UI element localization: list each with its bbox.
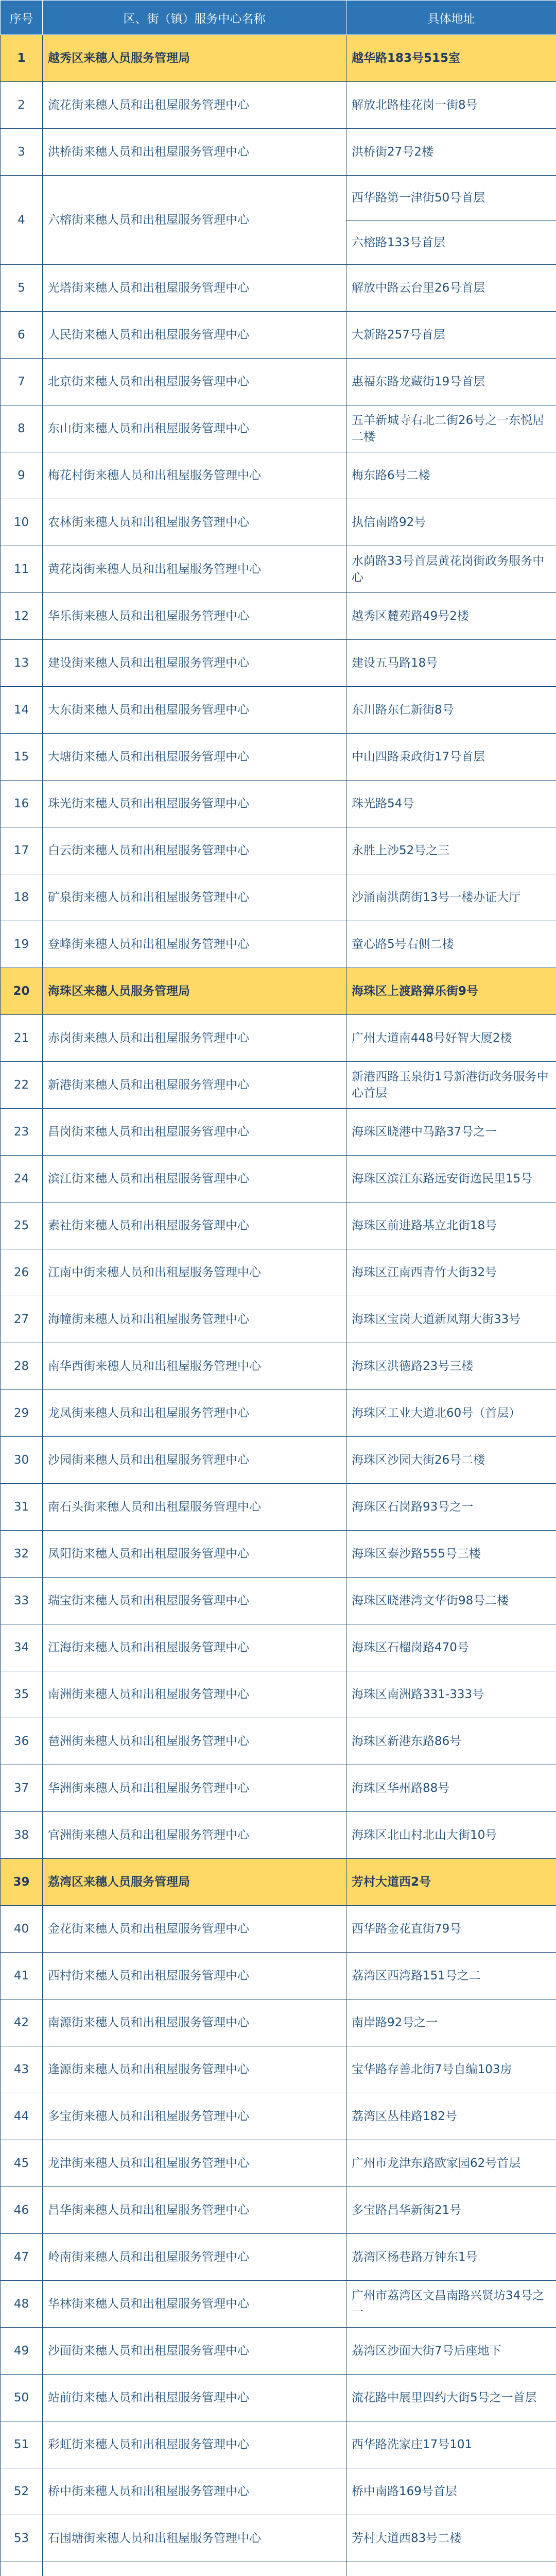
center-address: 海珠区宝岗大道新凤翔大街33号 [346, 1296, 556, 1343]
row-number: 44 [1, 2093, 43, 2140]
center-name: 素社街来穗人员和出租屋服务管理中心 [43, 1202, 346, 1249]
center-name: 江海街来穗人员和出租屋服务管理中心 [43, 1624, 346, 1671]
center-name: 珠光街来穗人员和出租屋服务管理中心 [43, 781, 346, 827]
center-name: 赤岗街来穗人员和出租屋服务管理中心 [43, 1015, 346, 1062]
center-address: 海珠区上渡路獐乐街9号 [346, 968, 556, 1015]
center-name: 建设街来穗人员和出租屋服务管理中心 [43, 640, 346, 687]
center-name: 荔湾区来穗人员服务管理局 [43, 1859, 346, 1906]
table-row [1, 1484, 556, 1531]
center-name: 白云街来穗人员和出租屋服务管理中心 [43, 827, 346, 874]
center-address: 海珠区工业大道北60号（首层） [346, 1390, 556, 1437]
center-name: 越秀区来穗人员服务管理局 [43, 35, 346, 82]
center-address-secondary: 六榕路133号首层 [346, 220, 556, 264]
center-name: 沙园街来穗人员和出租屋服务管理中心 [43, 1437, 346, 1484]
row-number: 16 [1, 781, 43, 827]
center-address: 海珠区滨江东路远安街逸民里15号 [346, 1156, 556, 1202]
table-row [1, 2375, 556, 2421]
center-address: 多宝路昌华新街21号 [346, 2187, 556, 2234]
center-address: 海珠区洪德路23号三楼 [346, 1343, 556, 1390]
center-address: 海珠区前进路基立北街18号 [346, 1202, 556, 1249]
center-name: 登峰街来穗人员和出租屋服务管理中心 [43, 921, 346, 968]
row-number: 43 [1, 2046, 43, 2093]
row-number: 52 [1, 2468, 43, 2515]
table-row [1, 546, 556, 593]
center-name: 华林街来穗人员和出租屋服务管理中心 [43, 2281, 346, 2328]
table-row [1, 1156, 556, 1202]
table-row [1, 2234, 556, 2281]
center-name: 黄花岗街来穗人员和出租屋服务管理中心 [43, 546, 346, 593]
center-name: 海珠区来穗人员服务管理局 [43, 968, 346, 1015]
table-row [1, 1531, 556, 1578]
table-row [1, 640, 556, 687]
table-row [1, 1718, 556, 1765]
table-row [1, 1671, 556, 1718]
table-row [1, 359, 556, 405]
row-number: 12 [1, 593, 43, 640]
center-name: 沙面街来穗人员和出租屋服务管理中心 [43, 2328, 346, 2375]
table-row [1, 1953, 556, 1999]
row-number: 20 [1, 968, 43, 1015]
center-name: 瑞宝街来穗人员和出租屋服务管理中心 [43, 1578, 346, 1624]
row-number: 15 [1, 734, 43, 781]
row-number: 39 [1, 1859, 43, 1906]
row-number: 10 [1, 499, 43, 546]
table-row [1, 2421, 556, 2468]
center-address: 芳村大道西2号 [346, 1859, 556, 1906]
table-row [1, 2468, 556, 2515]
row-number: 26 [1, 1249, 43, 1296]
center-name: 南洲街来穗人员和出租屋服务管理中心 [43, 1671, 346, 1718]
center-address [346, 2562, 556, 2576]
center-name: 官洲街来穗人员和出租屋服务管理中心 [43, 1812, 346, 1859]
center-name: 新港街来穗人员和出租屋服务管理中心 [43, 1062, 346, 1109]
center-address: 建设五马路18号 [346, 640, 556, 687]
table-row [1, 2046, 556, 2093]
center-address: 海珠区晓港湾文华街98号二楼 [346, 1578, 556, 1624]
bureau-row [1, 1859, 556, 1906]
center-address: 海珠区石榴岗路470号 [346, 1624, 556, 1671]
row-number: 45 [1, 2140, 43, 2187]
center-name: 六榕街来穗人员和出租屋服务管理中心 [43, 176, 346, 265]
center-address: 大新路257号首层 [346, 312, 556, 359]
center-address: 广州大道南448号好智大厦2楼 [346, 1015, 556, 1062]
center-address: 芳村大道西83号二楼 [346, 2515, 556, 2562]
row-number: 47 [1, 2234, 43, 2281]
row-number: 49 [1, 2328, 43, 2375]
table-row [1, 2562, 556, 2576]
center-address: 珠光路54号 [346, 781, 556, 827]
header-name: 区、街（镇）服务中心名称 [43, 1, 346, 35]
center-name: 人民街来穗人员和出租屋服务管理中心 [43, 312, 346, 359]
center-name: 彩虹街来穗人员和出租屋服务管理中心 [43, 2421, 346, 2468]
center-name: 海幢街来穗人员和出租屋服务管理中心 [43, 1296, 346, 1343]
row-number: 34 [1, 1624, 43, 1671]
center-address: 梅东路6号二楼 [346, 452, 556, 499]
center-address: 西华路洗家庄17号101 [346, 2421, 556, 2468]
table-row [1, 1202, 556, 1249]
table-row [1, 176, 556, 265]
row-number: 51 [1, 2421, 43, 2468]
center-address: 惠福东路龙藏街19号首层 [346, 359, 556, 405]
center-name: 矿泉街来穗人员和出租屋服务管理中心 [43, 874, 346, 921]
table-row [1, 827, 556, 874]
center-address: 东川路东仁新街8号 [346, 687, 556, 734]
center-name: 北京街来穗人员和出租屋服务管理中心 [43, 359, 346, 405]
table-row [1, 1249, 556, 1296]
table-row [1, 1109, 556, 1156]
table-row [1, 1812, 556, 1859]
center-address: 广州市龙津东路欧家园62号首层 [346, 2140, 556, 2187]
center-name: 南石头街来穗人员和出租屋服务管理中心 [43, 1484, 346, 1531]
row-number: 41 [1, 1953, 43, 1999]
row-number: 6 [1, 312, 43, 359]
header-no: 序号 [1, 1, 43, 35]
center-name: 东山街来穗人员和出租屋服务管理中心 [43, 405, 346, 452]
row-number: 9 [1, 452, 43, 499]
table-row [1, 1999, 556, 2046]
table-row [1, 2187, 556, 2234]
row-number: 29 [1, 1390, 43, 1437]
center-address: 荔湾区沙面大街7号后座地下 [346, 2328, 556, 2375]
center-address: 新港西路玉泉街1号新港街政务服务中心首层 [346, 1062, 556, 1109]
table-row [1, 1624, 556, 1671]
center-name: 昌岗街来穗人员和出租屋服务管理中心 [43, 1109, 346, 1156]
table-row [1, 82, 556, 129]
row-number: 14 [1, 687, 43, 734]
bureau-row [1, 968, 556, 1015]
table-row [1, 1906, 556, 1953]
row-number: 28 [1, 1343, 43, 1390]
table-row [1, 1390, 556, 1437]
row-number: 18 [1, 874, 43, 921]
center-name: 多宝街来穗人员和出租屋服务管理中心 [43, 2093, 346, 2140]
header-address: 具体地址 [346, 1, 556, 35]
center-name: 龙凤街来穗人员和出租屋服务管理中心 [43, 1390, 346, 1437]
center-address: 越秀区麓苑路49号2楼 [346, 593, 556, 640]
row-number: 7 [1, 359, 43, 405]
row-number: 11 [1, 546, 43, 593]
center-address: 南岸路92号之一 [346, 1999, 556, 2046]
center-name [43, 2562, 346, 2576]
center-name: 大塘街来穗人员和出租屋服务管理中心 [43, 734, 346, 781]
table-row [1, 593, 556, 640]
center-address: 五羊新城寺右北二街26号之一东悦居二楼 [346, 405, 556, 452]
center-address: 海珠区江南西青竹大街32号 [346, 1249, 556, 1296]
row-number: 30 [1, 1437, 43, 1484]
center-name: 梅花村街来穗人员和出租屋服务管理中心 [43, 452, 346, 499]
center-address: 沙涌南洪荫街13号一楼办证大厅 [346, 874, 556, 921]
table-row [1, 1015, 556, 1062]
table-row [1, 499, 556, 546]
table-row [1, 312, 556, 359]
center-name: 岭南街来穗人员和出租屋服务管理中心 [43, 2234, 346, 2281]
row-number: 50 [1, 2375, 43, 2421]
center-name: 桥中街来穗人员和出租屋服务管理中心 [43, 2468, 346, 2515]
row-number: 46 [1, 2187, 43, 2234]
center-name: 洪桥街来穗人员和出租屋服务管理中心 [43, 129, 346, 176]
center-address: 海珠区晓港中马路37号之一 [346, 1109, 556, 1156]
center-address: 宝华路存善北街7号自编103房 [346, 2046, 556, 2093]
table-row [1, 2281, 556, 2328]
center-address: 荔湾区西湾路151号之二 [346, 1953, 556, 1999]
row-number: 4 [1, 176, 43, 265]
row-number: 31 [1, 1484, 43, 1531]
center-address: 童心路5号右侧二楼 [346, 921, 556, 968]
row-number: 13 [1, 640, 43, 687]
center-address: 海珠区石岗路93号之一 [346, 1484, 556, 1531]
center-address: 西华路金花直街79号 [346, 1906, 556, 1953]
row-number: 42 [1, 1999, 43, 2046]
center-address: 海珠区沙园大街26号二楼 [346, 1437, 556, 1484]
center-name: 南源街来穗人员和出租屋服务管理中心 [43, 1999, 346, 2046]
table-row [1, 781, 556, 827]
center-name: 石围塘街来穗人员和出租屋服务管理中心 [43, 2515, 346, 2562]
table-row [1, 1343, 556, 1390]
row-number: 21 [1, 1015, 43, 1062]
row-number: 38 [1, 1812, 43, 1859]
center-address: 永胜上沙52号之三 [346, 827, 556, 874]
table-row [1, 1296, 556, 1343]
row-number: 48 [1, 2281, 43, 2328]
table-row [1, 2093, 556, 2140]
bureau-row [1, 35, 556, 82]
center-name: 西村街来穗人员和出租屋服务管理中心 [43, 1953, 346, 1999]
center-name: 大东街来穗人员和出租屋服务管理中心 [43, 687, 346, 734]
center-address: 水荫路33号首层黄花岗街政务服务中心 [346, 546, 556, 593]
center-name: 昌华街来穗人员和出租屋服务管理中心 [43, 2187, 346, 2234]
center-address: 解放北路桂花岗一街8号 [346, 82, 556, 129]
center-name: 南华西街来穗人员和出租屋服务管理中心 [43, 1343, 346, 1390]
row-number: 24 [1, 1156, 43, 1202]
center-name: 江南中街来穗人员和出租屋服务管理中心 [43, 1249, 346, 1296]
row-number: 22 [1, 1062, 43, 1109]
table-row [1, 2515, 556, 2562]
row-number: 35 [1, 1671, 43, 1718]
table-row [1, 452, 556, 499]
table-row [1, 2328, 556, 2375]
center-address: 解放中路云台里26号首层 [346, 265, 556, 312]
center-address: 广州市荔湾区文昌南路兴贤坊34号之一 [346, 2281, 556, 2328]
table-row [1, 1578, 556, 1624]
row-number: 2 [1, 82, 43, 129]
center-name: 金花街来穗人员和出租屋服务管理中心 [43, 1906, 346, 1953]
table-body [1, 35, 556, 2576]
center-name: 站前街来穗人员和出租屋服务管理中心 [43, 2375, 346, 2421]
row-number [1, 2562, 43, 2576]
table-row [1, 2140, 556, 2187]
center-address-group [346, 176, 556, 265]
center-address: 海珠区北山村北山大街10号 [346, 1812, 556, 1859]
center-address: 中山四路秉政街17号首层 [346, 734, 556, 781]
center-address: 海珠区南洲路331-333号 [346, 1671, 556, 1718]
center-address: 执信南路92号 [346, 499, 556, 546]
row-number: 17 [1, 827, 43, 874]
table-row [1, 1062, 556, 1109]
table-header-row [1, 1, 556, 35]
row-number: 25 [1, 1202, 43, 1249]
row-number: 1 [1, 35, 43, 82]
center-name: 光塔街来穗人员和出租屋服务管理中心 [43, 265, 346, 312]
center-address: 荔湾区杨巷路万钟东1号 [346, 2234, 556, 2281]
center-name: 琶洲街来穗人员和出租屋服务管理中心 [43, 1718, 346, 1765]
center-address: 洪桥街27号2楼 [346, 129, 556, 176]
row-number: 8 [1, 405, 43, 452]
row-number: 37 [1, 1765, 43, 1812]
row-number: 3 [1, 129, 43, 176]
row-number: 23 [1, 1109, 43, 1156]
center-name: 农林街来穗人员和出租屋服务管理中心 [43, 499, 346, 546]
table-row [1, 734, 556, 781]
row-number: 5 [1, 265, 43, 312]
table-row [1, 405, 556, 452]
center-address: 海珠区华州路88号 [346, 1765, 556, 1812]
center-name: 逢源街来穗人员和出租屋服务管理中心 [43, 2046, 346, 2093]
table-row [1, 129, 556, 176]
table-row [1, 874, 556, 921]
row-number: 53 [1, 2515, 43, 2562]
center-address: 海珠区泰沙路555号三楼 [346, 1531, 556, 1578]
center-name: 滨江街来穗人员和出租屋服务管理中心 [43, 1156, 346, 1202]
row-number: 36 [1, 1718, 43, 1765]
row-number: 27 [1, 1296, 43, 1343]
center-address: 西华路第一津街50号首层 [352, 191, 485, 205]
center-address: 越华路183号515室 [346, 35, 556, 82]
center-address: 荔湾区丛桂路182号 [346, 2093, 556, 2140]
table-row [1, 1437, 556, 1484]
row-number: 40 [1, 1906, 43, 1953]
table-row [1, 265, 556, 312]
center-address: 桥中南路169号首层 [346, 2468, 556, 2515]
center-name: 龙津街来穗人员和出租屋服务管理中心 [43, 2140, 346, 2187]
table-row [1, 921, 556, 968]
row-number: 33 [1, 1578, 43, 1624]
table-row [1, 687, 556, 734]
center-name: 凤阳街来穗人员和出租屋服务管理中心 [43, 1531, 346, 1578]
center-address: 海珠区新港东路86号 [346, 1718, 556, 1765]
center-name: 华洲街来穗人员和出租屋服务管理中心 [43, 1765, 346, 1812]
center-name: 流花街来穗人员和出租屋服务管理中心 [43, 82, 346, 129]
center-name: 华乐街来穗人员和出租屋服务管理中心 [43, 593, 346, 640]
row-number: 32 [1, 1531, 43, 1578]
center-address: 流花路中展里四约大街5号之一首层 [346, 2375, 556, 2421]
table-row [1, 1765, 556, 1812]
row-number: 19 [1, 921, 43, 968]
